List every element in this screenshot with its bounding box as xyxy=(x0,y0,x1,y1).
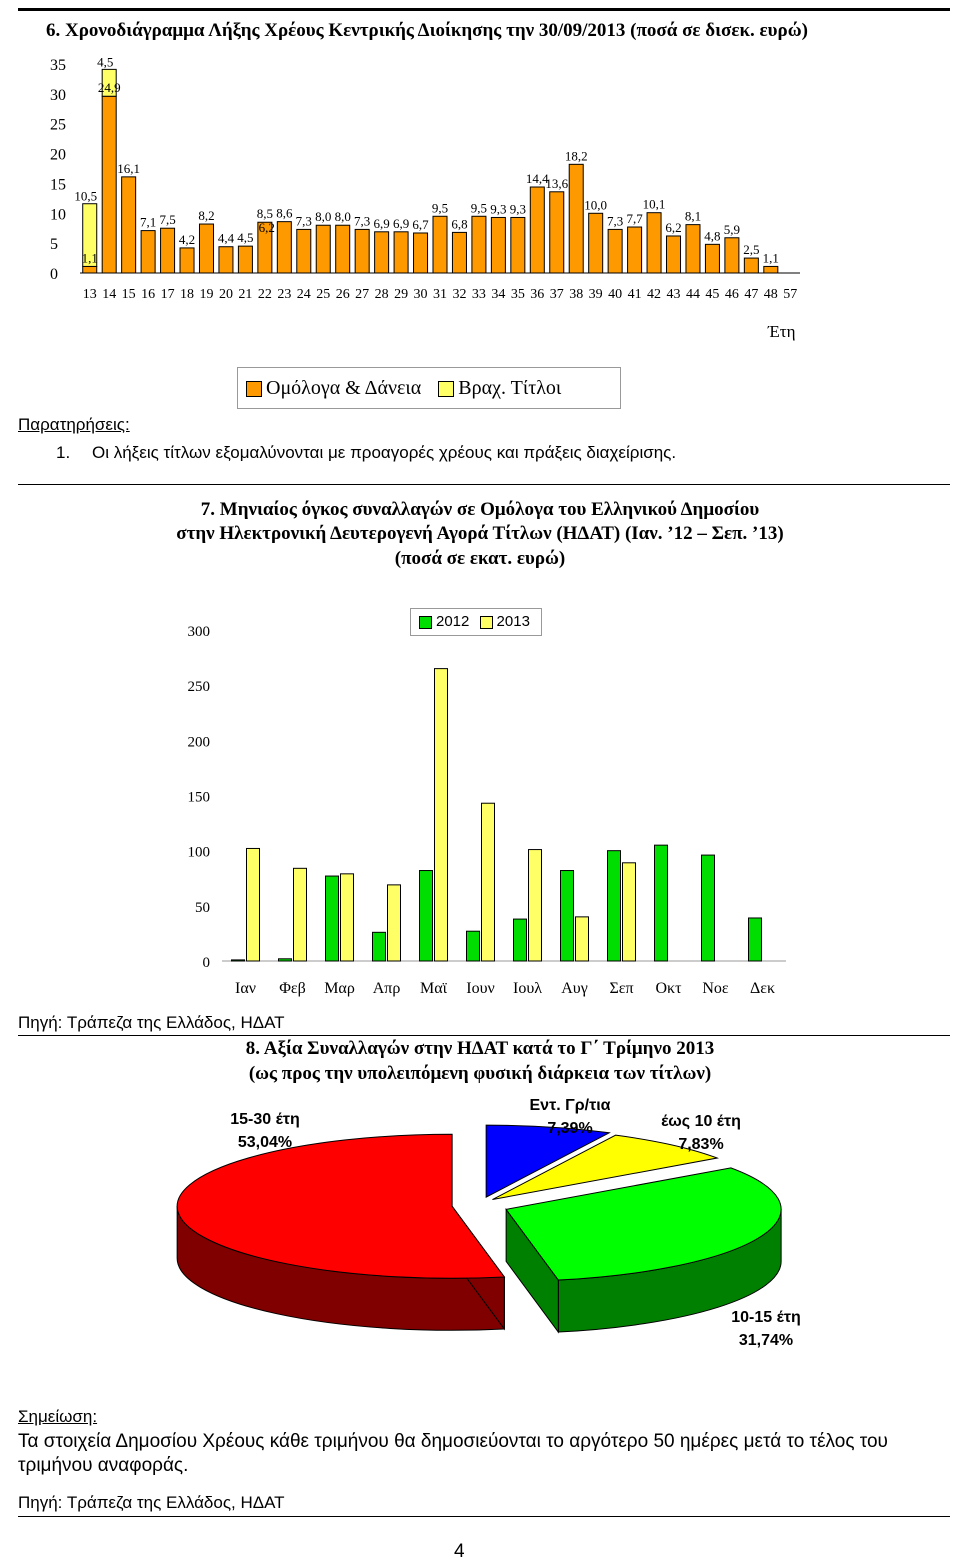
bar-value-label: 5,9 xyxy=(723,221,741,237)
x-tick-label: 43 xyxy=(666,287,681,302)
bar-value-label: 7,7 xyxy=(626,211,643,227)
bar-value-label: 4,5 xyxy=(237,230,254,246)
bar-2012-Αυγ xyxy=(561,871,574,961)
bar-value-label: 9,3 xyxy=(490,201,507,217)
x-tick-label: 17 xyxy=(160,287,175,302)
x-tick-label: 15 xyxy=(121,287,136,302)
bar-2012-Νοε xyxy=(702,855,715,961)
monthly-volume-chart xyxy=(0,600,960,1010)
y-tick-label: 200 xyxy=(187,734,210,751)
y-tick-label: 0 xyxy=(50,266,58,283)
bar-bonds-13 xyxy=(83,266,97,273)
chart3-title-line1: 8. Αξία Συναλλαγών στην ΗΔΑΤ κατά το Γ΄ Τρίμηνο 2013 xyxy=(245,1038,715,1059)
bar-bonds-40 xyxy=(608,229,622,273)
legend-swatch-2012 xyxy=(419,616,432,629)
bar-bonds-19 xyxy=(199,224,213,273)
bar-bonds-23 xyxy=(277,222,291,273)
notes-item-text: Οι λήξεις τίτλων εξομαλύνονται με προαγορές χρέους και πράξεις διαχείρισης. xyxy=(92,443,677,462)
chart1-xlabel: Έτη xyxy=(768,322,796,341)
bar-bonds-38 xyxy=(569,164,583,273)
x-tick-label: 47 xyxy=(744,287,759,302)
x-tick-label: 41 xyxy=(627,287,642,302)
bar-value-label-bills: 10,5 xyxy=(74,188,98,204)
maturity-chart xyxy=(0,50,960,390)
bar-bonds-16 xyxy=(141,231,155,273)
legend-swatch-bills xyxy=(438,381,454,397)
bar-2013-Ιουλ xyxy=(529,850,542,961)
bar-value-label: 7,1 xyxy=(139,214,157,230)
section-rule-1 xyxy=(18,484,950,485)
y-tick-label: 20 xyxy=(50,146,66,164)
x-tick-label: 27 xyxy=(355,287,370,302)
x-tick-label: 36 xyxy=(530,287,545,302)
bar-value-label: 8,2 xyxy=(198,208,215,224)
x-tick-label: 24 xyxy=(296,287,311,302)
bar-2012-Ιουν xyxy=(467,931,480,961)
x-tick-label: 19 xyxy=(199,287,214,302)
legend-swatch-2013 xyxy=(480,616,493,629)
y-tick-label: 5 xyxy=(50,236,58,254)
section-rule-3 xyxy=(18,1516,950,1517)
x-tick-label: Νοε xyxy=(702,980,729,997)
x-tick-label: Ιουν xyxy=(466,980,495,997)
bar-2012-Σεπ xyxy=(608,851,621,961)
y-tick-label: 250 xyxy=(187,679,210,696)
x-tick-label: 42 xyxy=(647,287,662,302)
bar-value-label: 6,9 xyxy=(392,215,410,231)
bar-value-label: 7,5 xyxy=(159,212,176,228)
bar-bonds-33 xyxy=(472,216,486,273)
bar-value-label: 9,5 xyxy=(470,200,488,216)
x-tick-label: 46 xyxy=(724,287,739,302)
bar-value-label: 9,3 xyxy=(509,201,526,217)
source-2: Πηγή: Τράπεζα της Ελλάδος, ΗΔΑΤ xyxy=(18,1493,285,1512)
x-tick-label: Απρ xyxy=(372,980,401,997)
remark-text: Τα στοιχεία Δημοσίου Χρέους κάθε τριμήνου θα δημοσιεύονται το αργότερο 50 ημέρες μετά το τέλος του τριμήνου αναφοράς. xyxy=(18,1431,888,1476)
bar-bonds-20 xyxy=(219,247,233,273)
pie-chart xyxy=(0,1090,960,1410)
bar-bonds-15 xyxy=(122,177,136,273)
notes-item-number: 1. xyxy=(56,443,71,462)
bar-2013-Μαϊ xyxy=(435,669,448,961)
bar-value-label: 6,7 xyxy=(412,216,429,232)
bar-value-label: 24,9 xyxy=(97,80,121,96)
bar-bonds-46 xyxy=(725,238,739,273)
x-tick-label: Δεκ xyxy=(749,980,776,997)
x-tick-label: 14 xyxy=(102,287,117,302)
bar-bonds-24 xyxy=(297,229,311,273)
bar-value-label: 1,1 xyxy=(762,250,779,266)
chart2-title-line2: στην Ηλεκτρονική Δευτερογενή Αγορά Τίτλων (ΗΔΑΤ) (Ιαν. ’12 – Σεπ. ’13) xyxy=(176,523,784,544)
legend-label-bills: Βραχ. Τίτλοι xyxy=(458,377,562,399)
y-tick-label: 15 xyxy=(50,176,66,194)
pie-label-bills: Εντ. Γρ/τια 7,39% xyxy=(529,1097,611,1137)
x-tick-label: 18 xyxy=(180,287,195,302)
x-tick-label: 16 xyxy=(141,287,156,302)
x-tick-label: 28 xyxy=(374,287,389,302)
x-tick-label: Αυγ xyxy=(561,980,588,997)
x-tick-label: Ιαν xyxy=(235,980,256,997)
legend-label-bonds: Ομόλογα & Δάνεια xyxy=(266,377,422,399)
bar-value-label: 14,4 xyxy=(525,171,549,187)
bar-2012-Φεβ xyxy=(279,959,292,961)
bar-2012-Απρ xyxy=(373,932,386,961)
bar-2012-Μαϊ xyxy=(420,871,433,961)
y-tick-label: 150 xyxy=(187,789,210,806)
bar-bonds-30 xyxy=(414,233,428,273)
bar-2013-Ιαν xyxy=(247,848,260,961)
bar-bonds-36 xyxy=(530,187,544,273)
bar-bonds-29 xyxy=(394,232,408,273)
bar-bonds-32 xyxy=(452,232,466,273)
x-tick-label: 23 xyxy=(277,287,292,302)
x-tick-label: 38 xyxy=(569,287,584,302)
legend-label-2013: 2013 xyxy=(496,613,530,630)
legend-label-2012: 2012 xyxy=(436,613,470,630)
bar-bonds-25 xyxy=(316,225,330,273)
bar-bonds-21 xyxy=(238,246,252,273)
bar-bonds-17 xyxy=(161,228,175,273)
bar-value-label: 8,0 xyxy=(315,209,332,225)
chart3-title-line2: (ως προς την υπολειπόμενη φυσική διάρκεια των τίτλων) xyxy=(248,1063,712,1084)
bar-value-label: 4,4 xyxy=(217,230,235,246)
x-tick-label: 33 xyxy=(471,287,486,302)
pie-label-10-15: 10-15 έτη 31,74% xyxy=(731,1309,801,1349)
bar-bonds-35 xyxy=(511,217,525,273)
bar-value-label: 4,2 xyxy=(178,231,196,247)
x-tick-label: 26 xyxy=(335,287,350,302)
x-tick-label: 29 xyxy=(394,287,409,302)
bar-value-label: 10,0 xyxy=(584,197,608,213)
bar-2012-Οκτ xyxy=(655,845,668,961)
y-tick-label: 300 xyxy=(187,624,210,640)
legend-swatch-bonds xyxy=(246,381,262,397)
y-tick-label: 30 xyxy=(50,86,66,104)
y-tick-label: 0 xyxy=(202,955,210,971)
bar-value-label: 6,8 xyxy=(451,216,468,232)
bar-value-label: 7,3 xyxy=(295,213,312,229)
bar-value-label: 6,9 xyxy=(373,215,390,231)
x-tick-label: 57 xyxy=(783,287,798,302)
x-tick-label: 44 xyxy=(685,287,700,302)
bar-value-label: 13,6 xyxy=(545,175,569,191)
x-tick-label: 32 xyxy=(452,287,467,302)
bar-bonds-28 xyxy=(375,232,389,273)
bar-bonds-39 xyxy=(589,213,603,273)
source-1: Πηγή: Τράπεζα της Ελλάδος, ΗΔΑΤ xyxy=(18,1013,285,1032)
bar-value-label: 8,1 xyxy=(684,208,702,224)
x-tick-label: 30 xyxy=(413,287,428,302)
bar-bonds-31 xyxy=(433,216,447,273)
bar-bonds-37 xyxy=(550,192,564,273)
bar-value-label: 2,5 xyxy=(743,242,760,258)
chart2-title-line1: 7. Μηνιαίος όγκος συναλλαγών σε Ομόλογα του Ελληνικού Δημοσίου xyxy=(200,499,760,520)
bar-2013-Σεπ xyxy=(623,863,636,961)
bar-bonds-45 xyxy=(705,244,719,273)
bar-value-label: 7,3 xyxy=(607,213,624,229)
bar-value-label: 8,6 xyxy=(276,205,293,221)
bar-2013-Μαρ xyxy=(341,874,354,961)
bar-value-label-extra: 6,2 xyxy=(258,219,275,235)
bar-bonds-47 xyxy=(744,258,758,273)
x-tick-label: Μαϊ xyxy=(420,980,447,997)
section-rule-2 xyxy=(18,1035,950,1036)
x-tick-label: Φεβ xyxy=(279,980,306,997)
page-number: 4 xyxy=(454,1541,465,1562)
bar-bonds-34 xyxy=(491,217,505,273)
x-tick-label: 37 xyxy=(549,287,564,302)
bar-value-label: 18,2 xyxy=(564,148,588,164)
pie-label-15-30: 15-30 έτη 53,04% xyxy=(230,1111,300,1151)
bar-2012-Δεκ xyxy=(749,918,762,961)
bar-bonds-14 xyxy=(102,96,116,273)
bar-2012-Ιαν xyxy=(232,960,245,961)
bar-value-label: 4,8 xyxy=(704,228,721,244)
bar-value-label: 9,5 xyxy=(431,200,449,216)
remark-heading: Σημείωση: xyxy=(18,1407,98,1426)
x-tick-label: 25 xyxy=(316,287,331,302)
bar-2013-Απρ xyxy=(388,885,401,961)
x-tick-label: 21 xyxy=(238,287,253,302)
y-tick-label: 10 xyxy=(50,206,66,224)
bar-value-label: 8,5 xyxy=(256,206,273,222)
x-tick-label: Μαρ xyxy=(324,980,355,997)
x-tick-label: Σεπ xyxy=(609,980,634,997)
x-tick-label: 40 xyxy=(608,287,623,302)
chart1-legend xyxy=(237,367,621,409)
bar-bonds-43 xyxy=(667,236,681,273)
x-tick-label: 48 xyxy=(763,287,778,302)
x-tick-label: 31 xyxy=(433,287,447,302)
bar-value-label-bills: 4,5 xyxy=(97,54,114,70)
y-tick-label: 35 xyxy=(50,57,66,74)
bar-value-label: 6,2 xyxy=(665,219,682,235)
x-tick-label: Ιουλ xyxy=(512,980,543,997)
bar-value-label: 8,0 xyxy=(334,209,351,225)
chart2-legend xyxy=(410,608,542,636)
x-tick-label: 35 xyxy=(510,287,525,302)
x-tick-label: 45 xyxy=(705,287,720,302)
y-tick-label: 100 xyxy=(187,844,210,861)
bar-bonds-41 xyxy=(628,227,642,273)
bar-2013-Ιουν xyxy=(482,803,495,961)
x-tick-label: 13 xyxy=(82,287,97,302)
bar-value-label: 7,3 xyxy=(354,213,371,229)
bar-bonds-26 xyxy=(336,225,350,273)
bar-2013-Αυγ xyxy=(576,917,589,961)
bar-value-label: 1,1 xyxy=(81,250,98,266)
notes-heading: Παρατηρήσεις: xyxy=(18,415,130,434)
x-tick-label: 20 xyxy=(218,287,233,302)
x-tick-label: 39 xyxy=(588,287,603,302)
bar-bonds-44 xyxy=(686,225,700,273)
bar-bonds-48 xyxy=(764,266,778,273)
bar-bonds-27 xyxy=(355,229,369,273)
x-tick-label: 22 xyxy=(257,287,272,302)
bar-2012-Μαρ xyxy=(326,876,339,961)
y-tick-label: 50 xyxy=(195,899,210,916)
chart2-title-line3: (ποσά σε εκατ. ευρώ) xyxy=(394,548,566,569)
top-rule xyxy=(18,8,950,11)
y-tick-label: 25 xyxy=(50,116,66,134)
x-tick-label: 34 xyxy=(491,287,506,302)
bar-value-label: 10,1 xyxy=(642,196,666,212)
bar-bonds-42 xyxy=(647,213,661,273)
x-tick-label: Οκτ xyxy=(655,980,682,997)
bar-value-label: 16,1 xyxy=(117,160,141,176)
bar-bonds-18 xyxy=(180,248,194,273)
pie-label-upto10: έως 10 έτη 7,83% xyxy=(661,1113,741,1153)
bar-2013-Φεβ xyxy=(294,868,307,961)
bar-2012-Ιουλ xyxy=(514,919,527,961)
chart1-title: 6. Χρονοδιάγραμμα Λήξης Χρέους Κεντρικής Διοίκησης την 30/09/2013 (ποσά σε δισεκ. ευρώ) xyxy=(46,20,808,41)
